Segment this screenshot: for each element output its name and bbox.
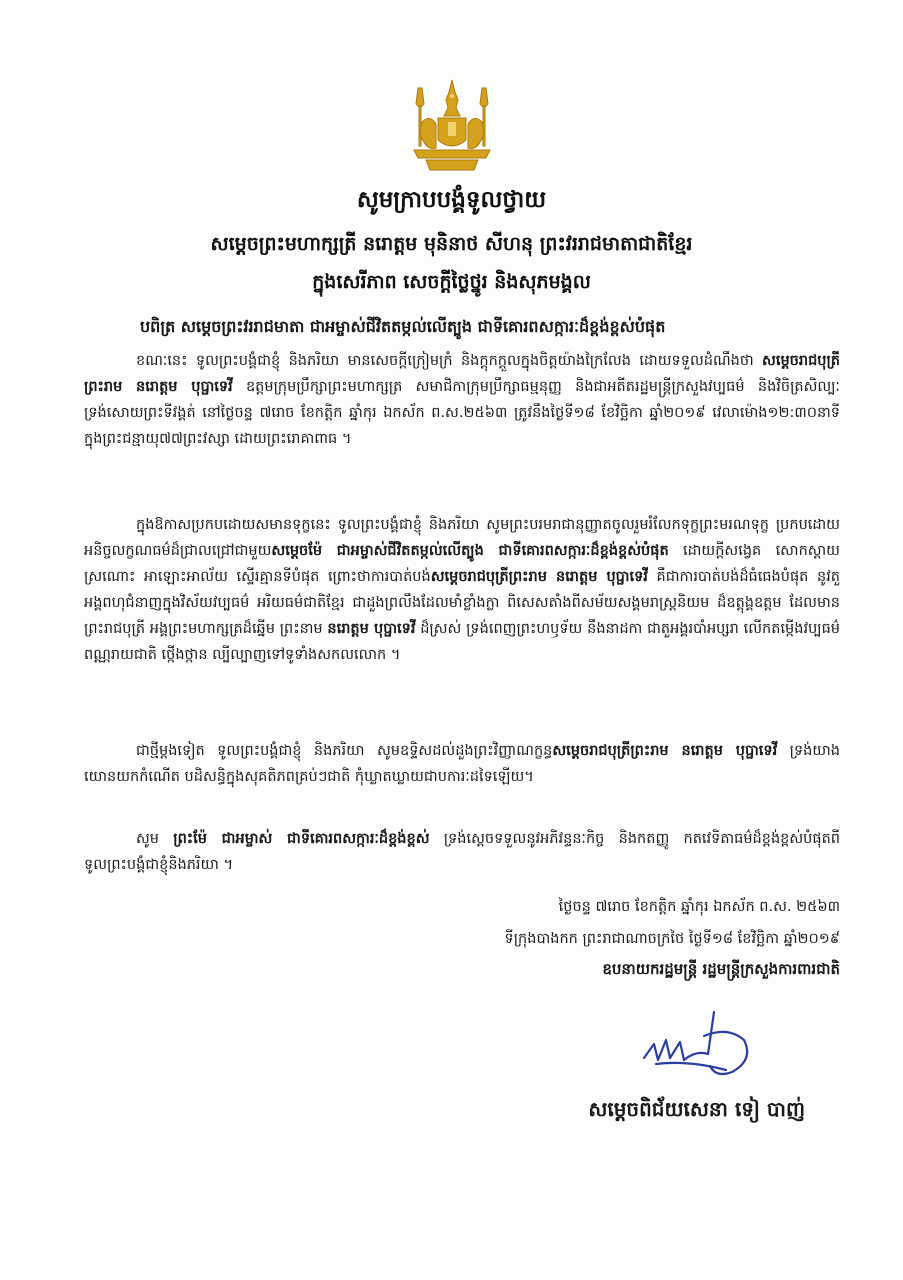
paragraph-text: ដោយក្តីសង្វេគ សោកស្តាយ ស្រណោះ អាឡោះអាល័យ ស្ទើរគ្មានទីបំផុត ព្រោះថាការបាត់បង់ [84,543,840,585]
paragraph-text: ជាថ្មីម្តងទៀត ទូលព្រះបង្គំជាខ្ញុំ និងភរិយា សូមឧទ្ទិសដល់ដួងព្រះវិញ្ញាណក្ខន្ធ [136,743,553,759]
paragraph-2 [84,512,840,720]
signer-position: ឧបនាយករដ្ឋមន្ត្រី រដ្ឋមន្ត្រីក្រសួងការពារជាតិ [602,960,840,978]
recipient-line: សម្តេចព្រះមហាក្សត្រី នរោត្តម មុនិនាថ សីហនុ ព្រះវររាជមាតាជាតិខ្មែរ [210,233,693,255]
paragraph-text: គឺជាការបាត់បង់ដ៏ធំធេងបំផុត នូវតួអង្គពហុជំនាញក្នុងវិស័យវប្បធម៌ អរិយធម៌ជាតិខ្មែរ ជាដួងព្រលឹងដែលមាំខ្លាំងក្លា ពិសេសតាំងពីសម័យសង្គមរាស្ត្រនិយម ដ៏ឧត្តុង្គឧត្តម ដែលមានព្រះរាជបុត្រី អង្គព្រះមហាក្សត្រដ៏ឆ្នើម ព្រះនាម [84,569,840,637]
salutation: បពិត្រ សម្តេចព្រះវររាជមាតា ជាអម្ចាស់ជីវិតតម្កល់លើត្បូង ជាទីគោរពសក្ការៈដ៏ខ្ពង់ខ្ពស់បំផុត [140,317,666,336]
place-and-date: ទីក្រុងបាងកក ព្រះរាជាណាចក្រថៃ ថ្ងៃទី១៨ ខែវិច្ឆិកា ឆ្នាំ២០១៩ [504,931,840,947]
paragraph-text: ក្នុងឱកាសប្រកបដោយសមានទុក្ខនេះ ទូលព្រះបង្គំជាខ្ញុំ និងភរិយា សូមព្រះបរមរាជានុញ្ញាតចូលរួមរំលែកទុក្ខព្រះមរណទុក្ខ ប្រកបដោយអនិច្ចលក្ខណធម៌ដ៏ជ្រាលជ្រៅជាមួយ [84,517,840,559]
signer-name: សម្តេចពិជ័យសេនា ទៀ បាញ់ [588,1097,805,1121]
lunar-date: ថ្ងៃចន្ទ ៧រោច ខែកត្តិក ឆ្នាំកុរ ឯកស័ក ព.ស. ២៥៦៣ [558,899,840,915]
paragraph-text: ទ្រង់ស្តេចទទួលនូវអភិវន្ទនៈកិច្ច និងកតញ្ញូ កតវេទិតាធម៌ដ៏ខ្ពង់ខ្ពស់បំផុតពីទូលព្រះបង្គំជាខ្ញុំនិងភរិយា ។ [84,831,840,873]
recipient-subline: ក្នុងសេរីភាព សេចក្តីថ្លៃថ្នូរ និងសុភមង្គល [312,271,591,293]
highlighted-name: ព្រះម៉ែ ជាអម្ចាស់ ជាទីគោរពសក្ការៈដ៏ខ្ពង់ខ្ពស់ [173,831,430,847]
paragraph-4 [84,826,840,878]
royal-emblem-icon [400,78,504,174]
paragraph-text: ទ្រង់យាងយោនយកកំណើត បដិសន្ធិក្នុងសុគតិភពគ្រប់ៗជាតិ កុំឃ្លាតឃ្លាយជាបការៈដទៃឡើយ។ [84,743,840,785]
letter-title: សូមក្រាបបង្គំទូលថ្វាយ [356,187,547,213]
paragraph-text: ដ៏ស្រស់ ទ្រង់ពេញព្រះហឫទ័យ នឹងនាដកា ជាតួអង្គរបាំអប្សរា លើកតម្កើងវប្បធម៌ពណ្ណរាយជាតិ ថ្កើងថ្កាន ល្បីល្បាញទៅទូទាំងសកលលោក ។ [84,621,840,663]
highlighted-name: សម្តេចរាជបុត្រីព្រះរាម នរោត្តម បុប្ផាទេវី [430,569,648,585]
paragraph-3 [84,738,840,816]
paragraph-text: ខណៈនេះ ទូលព្រះបង្គំជាខ្ញុំ និងភរិយា មានសេចក្តីក្រៀមក្រំ និងក្តុកក្តួលក្នុងចិត្តយ៉ាងក្រៃលែង ដោយទទួលដំណឹងថា [136,353,763,369]
paragraph-text: ឧត្តមក្រុមប្រឹក្សាព្រះមហាក្សត្រ សមាជិកាក្រុមប្រឹក្សាធម្មនុញ្ញ និងជាអតីតរដ្ឋមន្ត្រីក្រសួងវប្បធម៌ និងវិចិត្រសិល្បៈ ទ្រង់សោយព្រះទីវង្គត់ នៅថ្ងៃចន្ទ ៧រោច ខែកត្តិក ឆ្នាំកុរ ឯកស័ក ព.ស.២៥៦៣ ត្រូវនឹងថ្ងៃទី១៨ ខែវិច្ឆិកា ឆ្នាំ២០១៩ វេលាម៉ោង១២:៣០នាទី ក្នុងព្រះជន្មាយុ៧៧ព្រះវស្សា ដោយព្រះរោគាពាធ ។ [84,379,840,447]
paragraph-1 [84,348,840,478]
handwritten-signature-icon [636,1000,766,1090]
highlighted-name: សម្តេចរាជបុត្រីព្រះរាម នរោត្តម បុប្ផាទេវី [84,353,840,395]
paragraph-text: សូម [136,831,174,847]
highlighted-name: សម្តេចម៉ែ ជាអម្ចាស់ជីវិតតម្កល់លើត្បូង ជាទីគោរពសក្ការៈដ៏ខ្ពង់ខ្ពស់បំផុត [271,543,669,559]
highlighted-name: នរោត្តម បុប្ផាទេវី [327,621,416,637]
highlighted-name: សម្តេចរាជបុត្រីព្រះរាម នរោត្តម បុប្ផាទេវី [552,743,778,759]
